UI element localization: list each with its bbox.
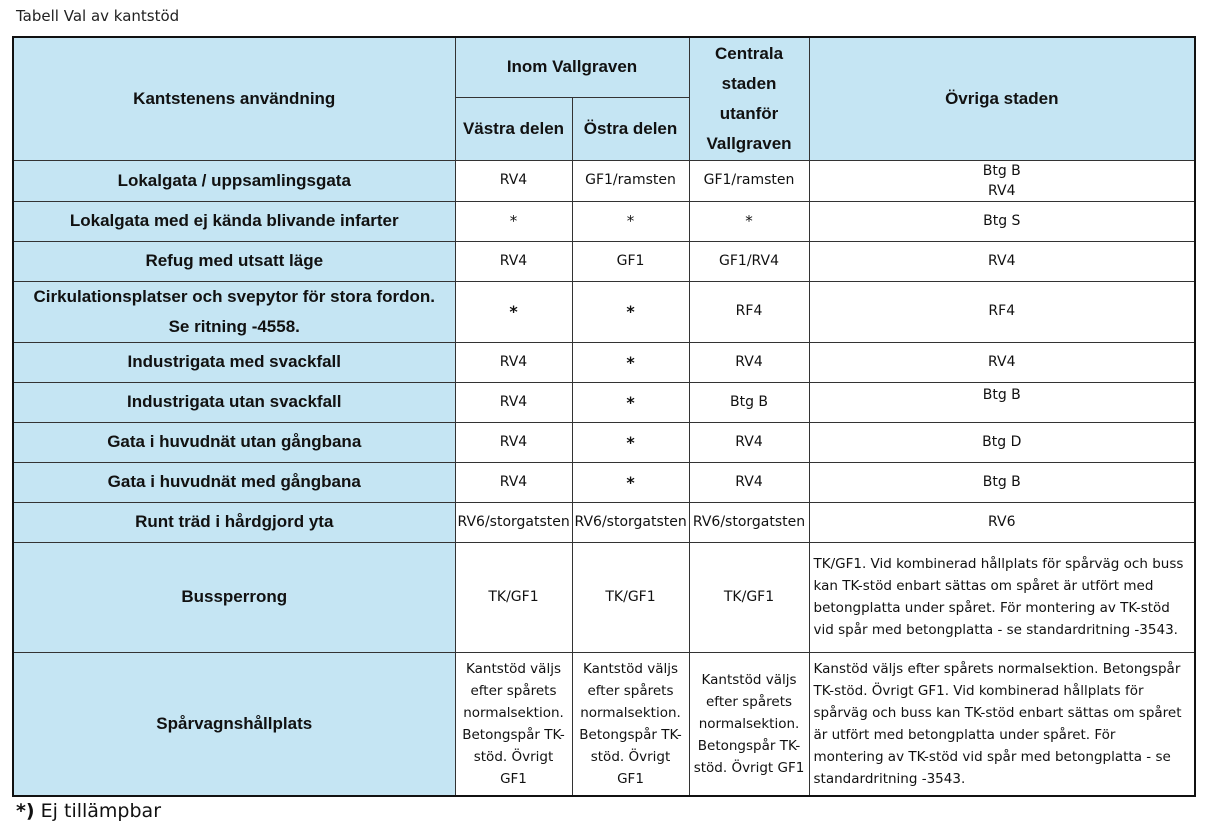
cell-centrala: RV4 xyxy=(689,422,809,462)
header-centrala-line: Centrala xyxy=(715,43,784,63)
cell-ostra: * xyxy=(572,382,689,422)
table-row xyxy=(13,241,1195,281)
cell-centrala: GF1/RV4 xyxy=(689,241,809,281)
cell-vastra: RV6/storgatsten xyxy=(455,502,572,542)
row-label: Bussperrong xyxy=(13,542,455,652)
row-label: Gata i huvudnät utan gångbana xyxy=(13,422,455,462)
cell-ostra: GF1 xyxy=(572,241,689,281)
row-label: Runt träd i hårdgjord yta xyxy=(13,502,455,542)
cell-ovriga xyxy=(809,542,1195,652)
cell-ovriga: RV6 xyxy=(809,502,1195,542)
cell-line: GF1 xyxy=(617,770,644,787)
cell-vastra: RV4 xyxy=(455,342,572,382)
cell-ovriga: RF4 xyxy=(809,281,1195,342)
cell-line: standardritning -3543. xyxy=(813,770,966,787)
cell-centrala: * xyxy=(689,201,809,241)
cell-ostra: GF1/ramsten xyxy=(572,160,689,201)
cell-ovriga xyxy=(809,160,1195,201)
header-vastra-delen: Västra delen xyxy=(455,97,572,160)
cell-line: efter spårets xyxy=(706,693,793,710)
cell-ostra: TK/GF1 xyxy=(572,542,689,652)
cell-vastra: * xyxy=(455,201,572,241)
table-row xyxy=(13,160,1195,201)
cell-line: efter spårets xyxy=(587,682,674,699)
cell-line: stöd. Övrigt GF1 xyxy=(693,759,805,776)
cell-ovriga: RV4 xyxy=(809,342,1195,382)
cell-line: Kantstöd väljs xyxy=(583,660,678,677)
header-centrala-staden xyxy=(689,37,809,160)
cell-ostra: * xyxy=(572,462,689,502)
cell-line: vid spår med betongplatta - se standardritning -3543. xyxy=(813,622,1178,638)
cell-line: TK-stöd. Övrigt GF1. Vid kombinerad hållplats för xyxy=(813,682,1144,699)
cell-ostra: RV6/storgatsten xyxy=(572,502,689,542)
cell-ostra xyxy=(572,652,689,796)
cell-vastra: TK/GF1 xyxy=(455,542,572,652)
row-label: Refug med utsatt läge xyxy=(13,241,455,281)
cell-line: GF1 xyxy=(500,770,527,787)
footnote xyxy=(16,800,161,822)
table-row xyxy=(13,281,1195,342)
row-label xyxy=(13,281,455,342)
cell-vastra: * xyxy=(455,281,572,342)
cell-line: normalsektion. xyxy=(698,715,800,732)
header-usage: Kantstenens användning xyxy=(13,37,455,160)
row-label: Spårvagnshållplats xyxy=(13,652,455,796)
cell-line: betongplatta under spåret. För montering av TK-stöd xyxy=(813,600,1170,616)
cell-line: Kanstöd väljs efter spårets normalsektion. Betongspår xyxy=(813,660,1181,677)
cell-vastra xyxy=(455,652,572,796)
table-caption: Tabell Val av kantstöd xyxy=(16,7,180,25)
cell-ovriga xyxy=(809,652,1195,796)
cell-ovriga: Btg B xyxy=(809,462,1195,502)
cell-ovriga: RV4 xyxy=(809,241,1195,281)
cell-vastra: RV4 xyxy=(455,382,572,422)
table-row xyxy=(13,542,1195,652)
cell-line: Btg B xyxy=(982,162,1021,179)
cell-line: normalsektion. xyxy=(463,704,564,721)
cell-ovriga: Btg D xyxy=(809,422,1195,462)
cell-line: Kantstöd väljs xyxy=(701,671,797,688)
cell-vastra: RV4 xyxy=(455,241,572,281)
cell-line: Kantstöd väljs xyxy=(466,660,561,677)
cell-centrala: RV4 xyxy=(689,342,809,382)
cell-centrala: Btg B xyxy=(689,382,809,422)
kantstod-table xyxy=(12,36,1196,797)
table-row xyxy=(13,652,1195,796)
cell-ostra: * xyxy=(572,422,689,462)
cell-ostra: * xyxy=(572,342,689,382)
cell-line: efter spårets xyxy=(470,682,557,699)
cell-centrala: GF1/ramsten xyxy=(689,160,809,201)
cell-centrala: RF4 xyxy=(689,281,809,342)
cell-line: montering av TK-stöd vid spår med betongplatta - se xyxy=(813,748,1171,765)
cell-line: Betongspår TK- xyxy=(697,737,801,754)
cell-centrala: RV4 xyxy=(689,462,809,502)
header-centrala-line: staden xyxy=(721,73,777,93)
cell-ostra: * xyxy=(572,281,689,342)
header-ostra-delen: Östra delen xyxy=(572,97,689,160)
cell-line: TK/GF1. Vid kombinerad hållplats för spårväg och buss xyxy=(813,556,1184,572)
table-row xyxy=(13,502,1195,542)
table-row xyxy=(13,462,1195,502)
cell-centrala: TK/GF1 xyxy=(689,542,809,652)
table-row xyxy=(13,342,1195,382)
header-inom-vallgraven: Inom Vallgraven xyxy=(455,37,689,97)
row-label: Lokalgata / uppsamlingsgata xyxy=(13,160,455,201)
header-centrala-line: Vallgraven xyxy=(706,133,792,153)
cell-ovriga: Btg B xyxy=(809,382,1195,422)
cell-line: RV4 xyxy=(988,182,1016,199)
cell-vastra: RV4 xyxy=(455,160,572,201)
cell-line: stöd. Övrigt xyxy=(473,748,554,765)
cell-line: spårväg och buss kan TK-stöd enbart sättas om spåret xyxy=(813,704,1182,721)
row-label-line: Cirkulationsplatser och svepytor för stora fordon. xyxy=(33,286,435,306)
row-label: Lokalgata med ej kända blivande infarter xyxy=(13,201,455,241)
header-ovriga-staden: Övriga staden xyxy=(809,37,1195,160)
cell-line: är utfört med betongplatta under spåret. För xyxy=(813,726,1116,743)
row-label: Gata i huvudnät med gångbana xyxy=(13,462,455,502)
footnote-marker: *) xyxy=(16,800,35,822)
cell-centrala: RV6/storgatsten xyxy=(689,502,809,542)
row-label: Industrigata med svackfall xyxy=(13,342,455,382)
cell-ostra: * xyxy=(572,201,689,241)
table-row xyxy=(13,422,1195,462)
footnote-text: Ej tillämpbar xyxy=(34,800,162,822)
header-centrala-line: utanför xyxy=(719,103,779,123)
table-row xyxy=(13,201,1195,241)
cell-line: Betongspår TK- xyxy=(462,726,565,743)
row-label: Industrigata utan svackfall xyxy=(13,382,455,422)
table-row xyxy=(13,382,1195,422)
cell-line: normalsektion. xyxy=(580,704,681,721)
cell-vastra: RV4 xyxy=(455,422,572,462)
row-label-line: Se ritning -4558. xyxy=(168,316,300,336)
cell-line: Betongspår TK- xyxy=(579,726,682,743)
cell-line: stöd. Övrigt xyxy=(590,748,671,765)
cell-vastra: RV4 xyxy=(455,462,572,502)
cell-centrala xyxy=(689,652,809,796)
cell-ovriga: Btg S xyxy=(809,201,1195,241)
cell-line: kan TK-stöd enbart sättas om spåret är utfört med xyxy=(813,578,1154,594)
